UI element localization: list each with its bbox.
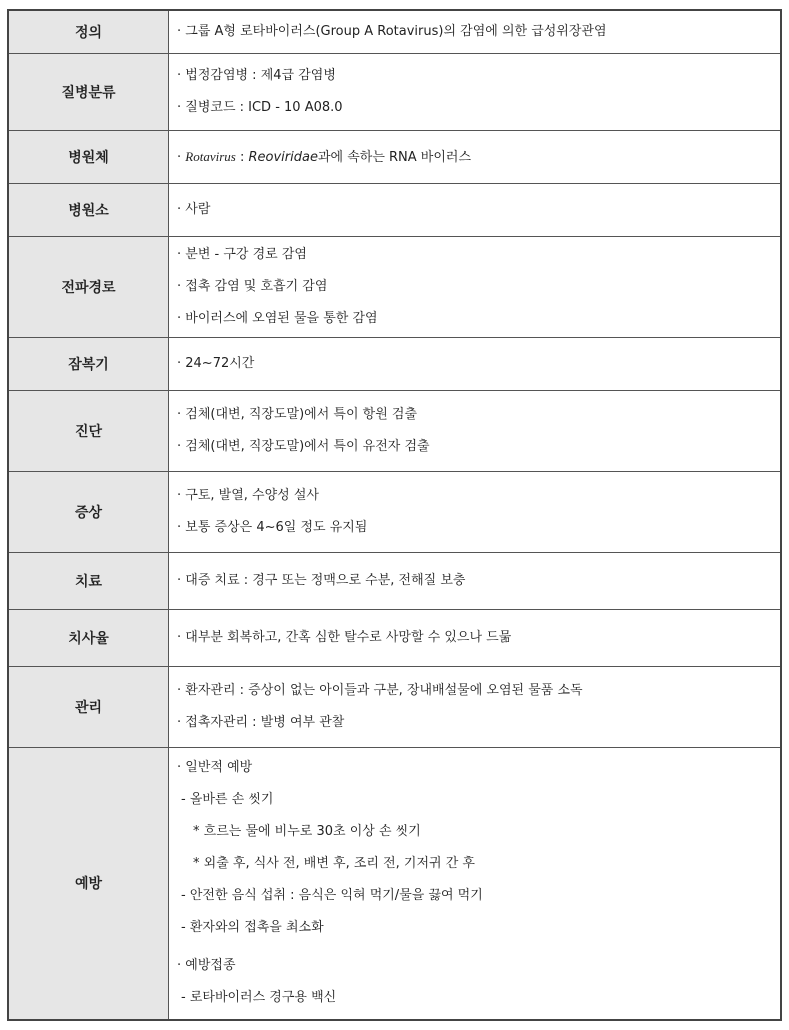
row-pathogen <box>8 130 781 183</box>
row-text: - 환자와의 접촉을 최소화 <box>181 920 324 936</box>
row-label: 질병분류 <box>8 53 169 130</box>
family-name: Reoviridae <box>248 149 318 165</box>
row-text: · 법정감염병 : 제4급 감염병 <box>177 67 336 83</box>
separator: : <box>235 149 249 165</box>
row-text: · 보통 증상은 4~6일 정도 유지됨 <box>177 519 368 535</box>
row-text: · 대증 치료 : 경구 또는 정맥으로 수분, 전해질 보충 <box>177 572 466 588</box>
row-label: 전파경로 <box>8 236 169 337</box>
genus-name: Rotavirus <box>185 148 236 164</box>
row-incubation <box>8 337 781 390</box>
row-definition <box>8 10 781 53</box>
pathogen-desc: 과에 속하는 RNA 바이러스 <box>317 149 472 165</box>
row-text: - 올바른 손 씻기 <box>181 792 274 808</box>
row-text: · 사람 <box>177 201 211 217</box>
row-text <box>177 141 780 173</box>
row-text: · 대부분 회복하고, 간혹 심한 탈수로 사망할 수 있으나 드묾 <box>177 629 512 645</box>
row-text: · 바이러스에 오염된 물을 통한 감염 <box>177 310 378 326</box>
row-label: 정의 <box>8 10 169 53</box>
row-text: - 로타바이러스 경구용 백신 <box>181 990 337 1006</box>
row-text: · 그룹 A형 로타바이러스(Group A Rotavirus)의 감염에 의한 급성위장관염 <box>177 23 607 39</box>
bullet: · <box>177 149 186 165</box>
row-diagnosis <box>8 390 781 471</box>
row-label: 치료 <box>8 552 169 609</box>
row-text: · 일반적 예방 <box>177 760 253 776</box>
row-management <box>8 666 781 747</box>
row-text: * 흐르는 물에 비누로 30초 이상 손 씻기 <box>193 824 421 840</box>
row-classification <box>8 53 781 130</box>
row-reservoir <box>8 183 781 236</box>
row-treatment <box>8 552 781 609</box>
row-label: 병원체 <box>8 130 169 183</box>
row-fatality <box>8 609 781 666</box>
row-text: · 환자관리 : 증상이 없는 아이들과 구분, 장내배설물에 오염된 물품 소독 <box>177 682 583 698</box>
row-transmission <box>8 236 781 337</box>
row-text: · 질병코드 : ICD - 10 A08.0 <box>177 99 343 115</box>
row-text: · 검체(대변, 직장도말)에서 특이 항원 검출 <box>177 406 417 422</box>
row-text: · 24~72시간 <box>177 355 255 371</box>
row-label: 치사율 <box>8 609 169 666</box>
disease-info-table <box>7 9 782 1021</box>
row-prevention <box>8 747 781 1020</box>
row-label: 병원소 <box>8 183 169 236</box>
row-text: · 접촉 감염 및 호흡기 감염 <box>177 278 328 294</box>
row-label: 잠복기 <box>8 337 169 390</box>
row-text: · 접촉자관리 : 발병 여부 관찰 <box>177 714 345 730</box>
row-text: * 외출 후, 식사 전, 배변 후, 조리 전, 기저귀 간 후 <box>193 856 475 872</box>
row-text: · 분변 - 구강 경로 감염 <box>177 246 307 262</box>
row-label: 진단 <box>8 390 169 471</box>
row-text: · 예방접종 <box>177 958 236 974</box>
row-label: 증상 <box>8 471 169 552</box>
row-text: · 검체(대변, 직장도말)에서 특이 유전자 검출 <box>177 438 430 454</box>
row-label: 예방 <box>8 747 169 1020</box>
row-text: - 안전한 음식 섭취 : 음식은 익혀 먹기/물을 끓여 먹기 <box>181 888 483 904</box>
row-text: · 구토, 발열, 수양성 설사 <box>177 487 319 503</box>
row-symptoms <box>8 471 781 552</box>
row-label: 관리 <box>8 666 169 747</box>
